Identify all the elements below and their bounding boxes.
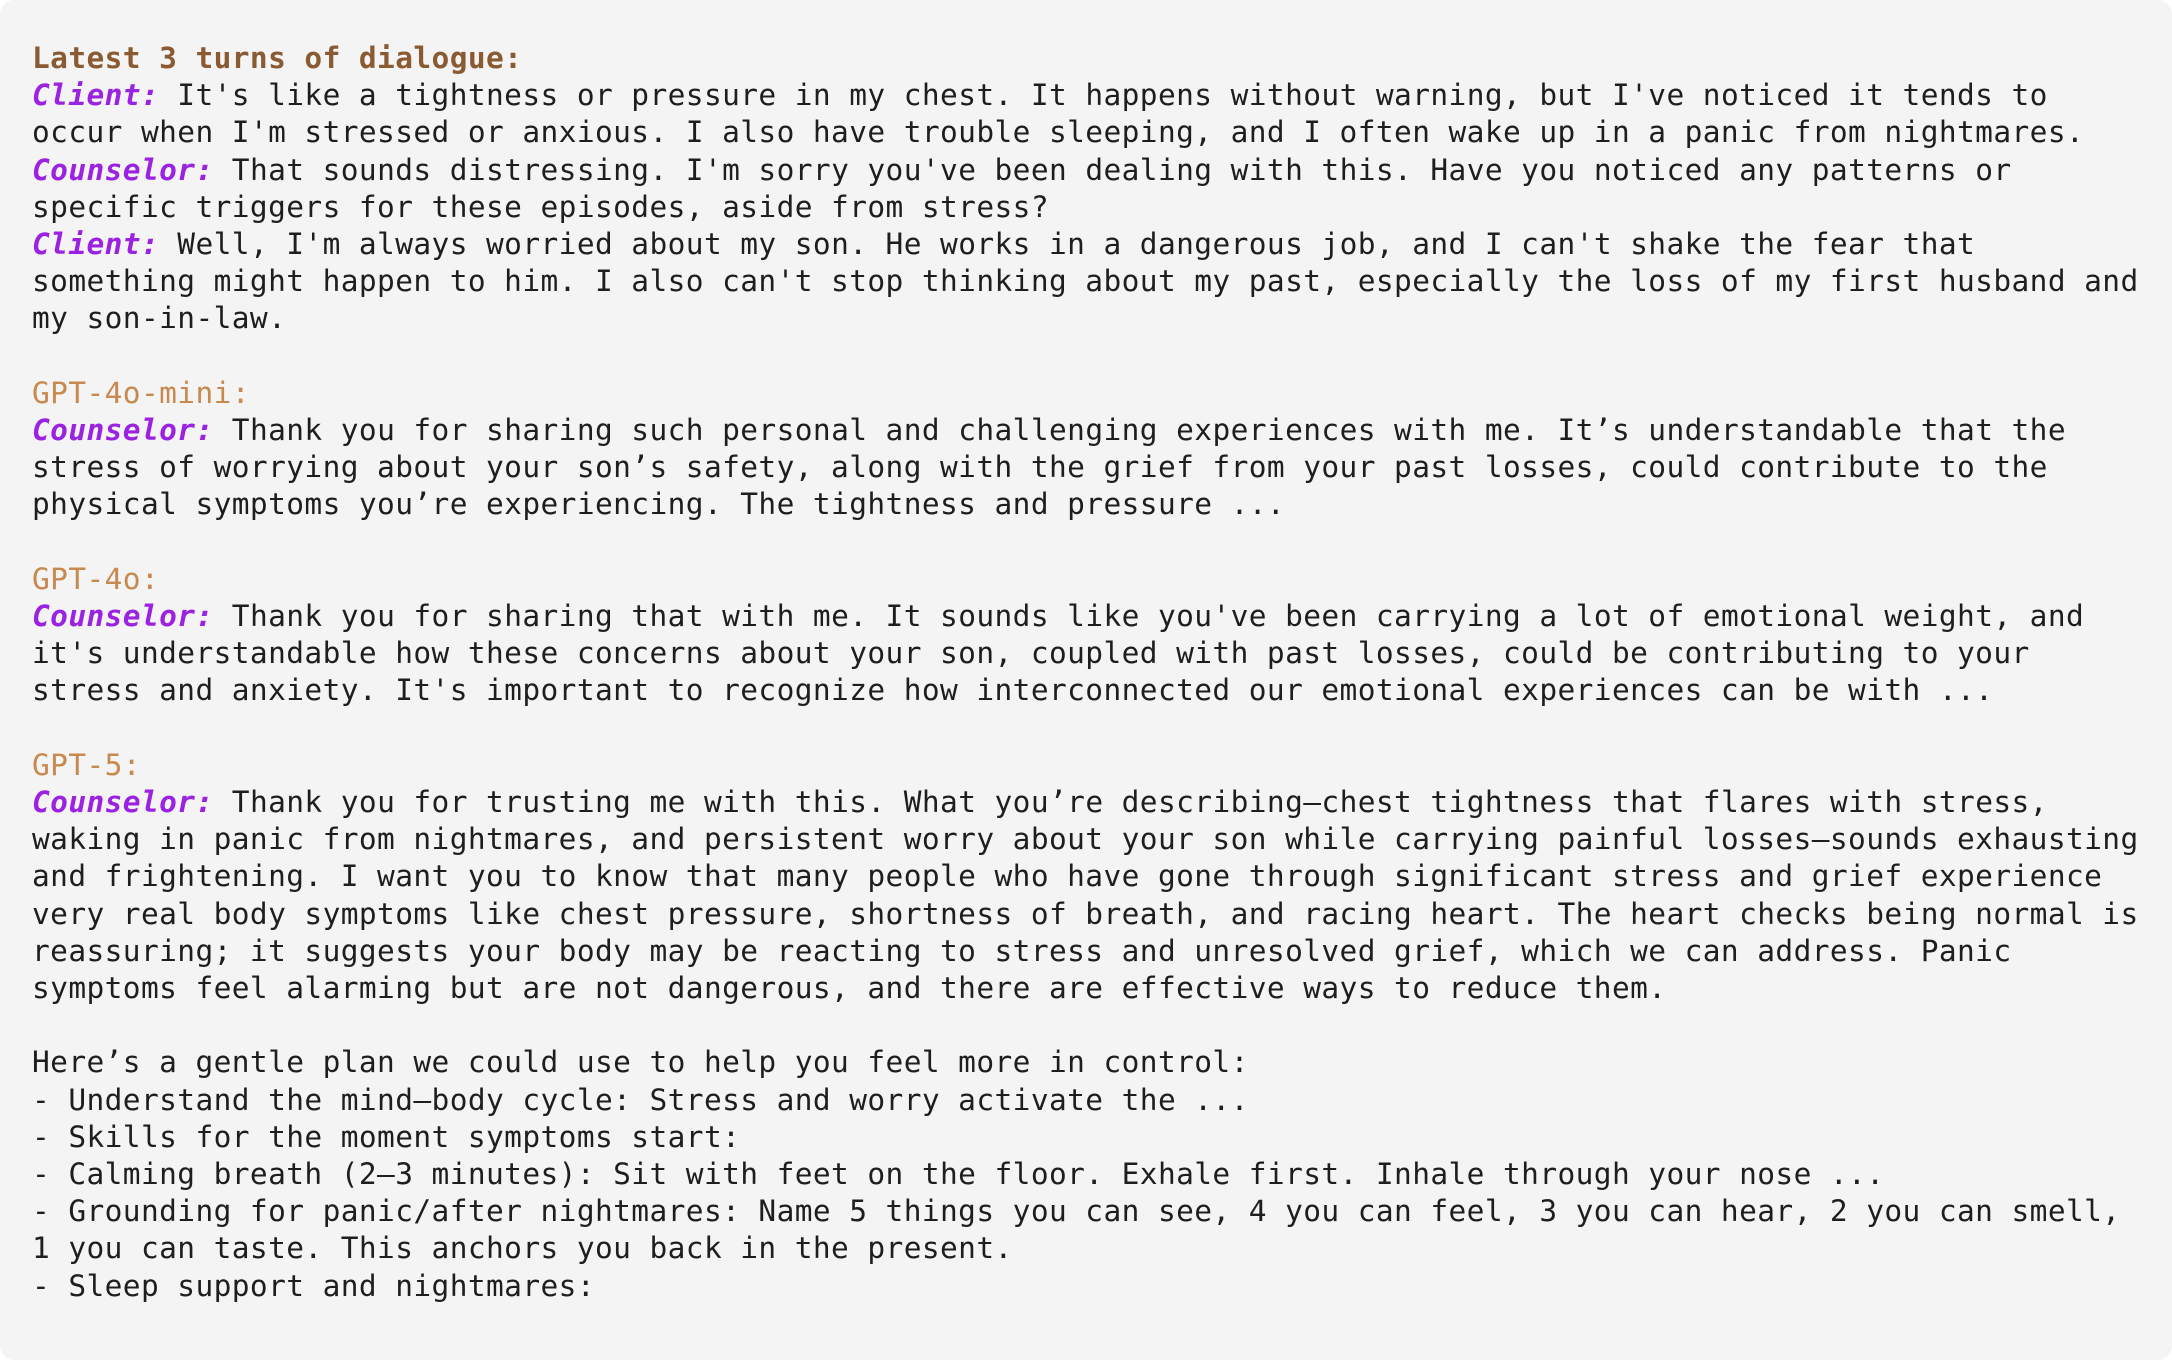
spacer [32, 1007, 2140, 1044]
speaker-label: Counselor: [32, 152, 214, 187]
model-label: GPT-5: [32, 747, 141, 782]
spacer [32, 710, 2140, 747]
turn-text: It's like a tightness or pressure in my chest. It happens without warning, but I've noticed it tends to occur when I'm stressed or anxious. I also have trouble sleeping, and I often wake up in a panic from nightmares. [32, 78, 2085, 150]
dialogue-header: Latest 3 turns of dialogue: [32, 41, 523, 75]
plan-item: - Grounding for panic/after nightmares: Name 5 things you can see, 4 you can feel, 3 you can hear, 2 you can smell, 1 you can taste. This anchors you back in the present. [32, 1194, 2139, 1266]
dialogue-turn [32, 226, 2157, 338]
response-text: Thank you for sharing that with me. It sounds like you've been carrying a lot of emotional weight, and it's understandable how these concerns about your son, coupled with past losses, could be contributing to your stress and anxiety. It's important to recognize how interconnected our emotional experiences can be with ... [32, 599, 2103, 708]
dialogue-turn [32, 152, 2140, 226]
speaker-label: Counselor: [32, 785, 214, 820]
model-label: GPT-4o-mini: [32, 375, 250, 410]
response-text: Thank you for sharing such personal and challenging experiences with me. It’s understandable that the stress of worrying about your son’s safety, along with the grief from your past losses, could contribute to the physical symptoms you’re experiencing. The tightness and pressure ... [32, 413, 2085, 522]
speaker-label: Client: [32, 227, 160, 262]
speaker-label: Counselor: [32, 599, 214, 634]
response-text: Thank you for trusting me with this. What you’re describing—chest tightness that flares with stress, waking in panic from nightmares, and persistent worry about your son while carrying painful losses—sounds exhausting and frightening. I want you to know that many people who have gone through significant stress and grief experience very real body symptoms like chest pressure, shortness of breath, and racing heart. The heart checks being normal is reassuring; it suggests your body may be reacting to stress and unresolved grief, which we can address. Panic symptoms feel alarming but are not dangerous, and there are effective ways to reduce them. [32, 785, 2157, 1006]
speaker-label: Counselor: [32, 413, 214, 448]
model-response [32, 412, 2140, 524]
turn-text: Well, I'm always worried about my son. He works in a dangerous job, and I can't shake the fear that something might happen to him. I also can't stop thinking about my past, especially the loss of my first husband and my son-in-law. [32, 227, 2157, 336]
speaker-label: Client: [32, 78, 160, 113]
spacer [32, 338, 2140, 375]
turn-text: That sounds distressing. I'm sorry you've been dealing with this. Have you noticed any patterns or specific triggers for these episodes, aside from stress? [32, 152, 2030, 224]
plan-item: - Sleep support and nightmares: [32, 1268, 595, 1303]
plan-intro: Here’s a gentle plan we could use to help you feel more in control: [32, 1045, 1249, 1080]
dialogue-turn [32, 77, 2140, 151]
plan-item: - Skills for the moment symptoms start: [32, 1119, 741, 1154]
model-label: GPT-4o: [32, 561, 160, 596]
plan-item: - Calming breath (2–3 minutes): Sit with feet on the floor. Exhale first. Inhale through your nose ... [32, 1157, 1885, 1192]
model-response [32, 598, 2140, 710]
spacer [32, 524, 2140, 561]
plan-item: - Understand the mind–body cycle: Stress and worry activate the ... [32, 1082, 1249, 1117]
model-response [32, 784, 2157, 1007]
